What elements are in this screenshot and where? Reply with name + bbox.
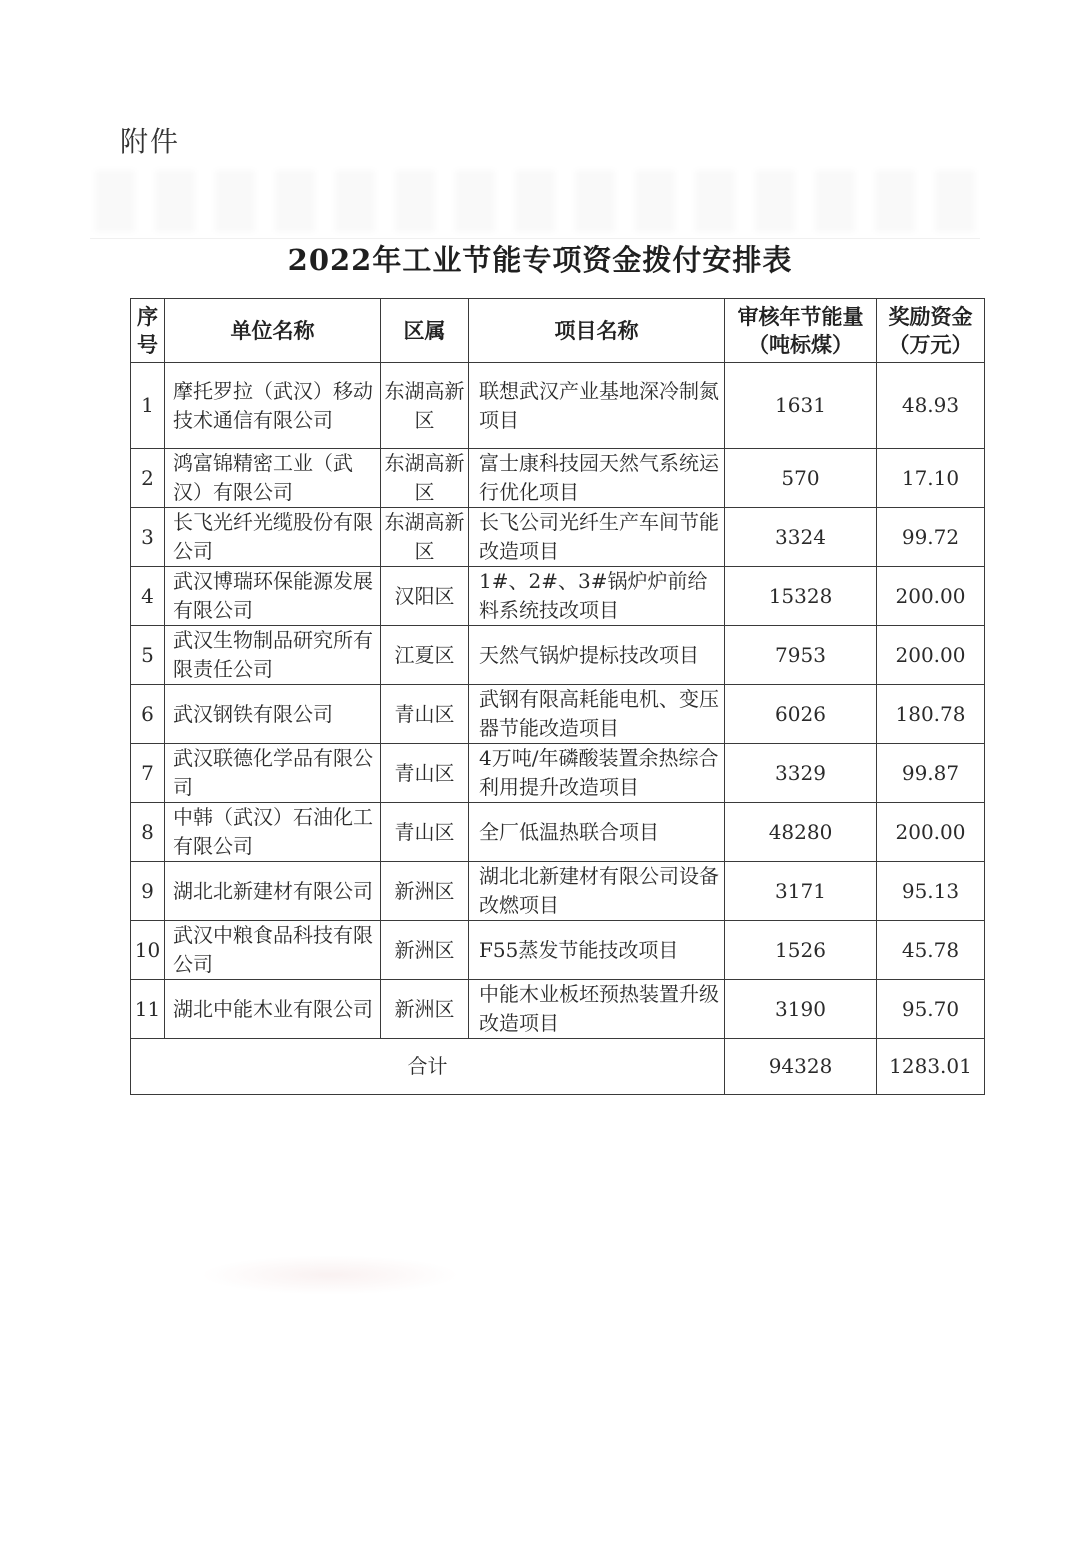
cell-project: 武钢有限高耗能电机、变压器节能改造项目	[469, 685, 725, 744]
cell-district: 新洲区	[381, 921, 469, 980]
cell-project: 全厂低温热联合项目	[469, 803, 725, 862]
cell-project: 富士康科技园天然气系统运行优化项目	[469, 449, 725, 508]
cell-saving: 48280	[725, 803, 877, 862]
cell-index: 2	[131, 449, 165, 508]
document-title: 2022年工业节能专项资金拨付安排表	[287, 243, 793, 277]
cell-funding: 45.78	[877, 921, 985, 980]
table-row	[131, 862, 985, 921]
cell-unit: 武汉钢铁有限公司	[165, 685, 381, 744]
cell-unit: 武汉生物制品研究所有限责任公司	[165, 626, 381, 685]
cell-unit: 鸿富锦精密工业（武汉）有限公司	[165, 449, 381, 508]
cell-index: 9	[131, 862, 165, 921]
bleed-through-band	[95, 170, 975, 232]
header-saving: 审核年节能量（吨标煤）	[725, 299, 877, 363]
header-unit: 单位名称	[165, 299, 381, 363]
cell-index: 4	[131, 567, 165, 626]
cell-funding: 180.78	[877, 685, 985, 744]
table-row	[131, 980, 985, 1039]
cell-district: 青山区	[381, 744, 469, 803]
cell-funding: 48.93	[877, 363, 985, 449]
cell-district: 新洲区	[381, 862, 469, 921]
table-row	[131, 921, 985, 980]
cell-index: 6	[131, 685, 165, 744]
table-header-row	[131, 299, 985, 363]
table-row	[131, 363, 985, 449]
total-label: 合计	[131, 1039, 725, 1095]
cell-index: 1	[131, 363, 165, 449]
cell-index: 10	[131, 921, 165, 980]
cell-project: 天然气锅炉提标技改项目	[469, 626, 725, 685]
cell-saving: 3329	[725, 744, 877, 803]
cell-funding: 95.13	[877, 862, 985, 921]
cell-index: 3	[131, 508, 165, 567]
header-district: 区属	[381, 299, 469, 363]
table-row	[131, 744, 985, 803]
cell-funding: 99.87	[877, 744, 985, 803]
cell-project: 联想武汉产业基地深冷制氮项目	[469, 363, 725, 449]
cell-saving: 1631	[725, 363, 877, 449]
cell-project: F55蒸发节能技改项目	[469, 921, 725, 980]
table-row	[131, 508, 985, 567]
cell-index: 5	[131, 626, 165, 685]
cell-project: 长飞公司光纤生产车间节能改造项目	[469, 508, 725, 567]
cell-index: 11	[131, 980, 165, 1039]
attachment-label: 附件	[120, 125, 181, 158]
header-index: 序号	[131, 299, 165, 363]
cell-unit: 湖北北新建材有限公司	[165, 862, 381, 921]
cell-funding: 99.72	[877, 508, 985, 567]
table-row	[131, 626, 985, 685]
funding-allocation-table	[130, 298, 985, 1095]
table-row	[131, 567, 985, 626]
header-project: 项目名称	[469, 299, 725, 363]
cell-saving: 7953	[725, 626, 877, 685]
table-row	[131, 803, 985, 862]
faint-stamp-smudge	[200, 1255, 460, 1295]
cell-district: 青山区	[381, 685, 469, 744]
cell-district: 东湖高新区	[381, 508, 469, 567]
cell-unit: 长飞光纤光缆股份有限公司	[165, 508, 381, 567]
cell-unit: 湖北中能木业有限公司	[165, 980, 381, 1039]
cell-unit: 武汉中粮食品科技有限公司	[165, 921, 381, 980]
cell-saving: 3324	[725, 508, 877, 567]
cell-district: 青山区	[381, 803, 469, 862]
total-funding: 1283.01	[877, 1039, 985, 1095]
cell-saving: 15328	[725, 567, 877, 626]
cell-saving: 6026	[725, 685, 877, 744]
cell-saving: 3190	[725, 980, 877, 1039]
cell-funding: 200.00	[877, 626, 985, 685]
header-funding: 奖励资金（万元）	[877, 299, 985, 363]
cell-funding: 200.00	[877, 803, 985, 862]
cell-index: 7	[131, 744, 165, 803]
cell-district: 东湖高新区	[381, 363, 469, 449]
table-total-row	[131, 1039, 985, 1095]
cell-project: 4万吨/年磷酸装置余热综合利用提升改造项目	[469, 744, 725, 803]
cell-unit: 中韩（武汉）石油化工有限公司	[165, 803, 381, 862]
cell-project: 湖北北新建材有限公司设备改燃项目	[469, 862, 725, 921]
cell-funding: 95.70	[877, 980, 985, 1039]
cell-saving: 3171	[725, 862, 877, 921]
cell-district: 东湖高新区	[381, 449, 469, 508]
cell-saving: 1526	[725, 921, 877, 980]
cell-unit: 摩托罗拉（武汉）移动技术通信有限公司	[165, 363, 381, 449]
cell-unit: 武汉联德化学品有限公司	[165, 744, 381, 803]
cell-project: 1#、2#、3#锅炉炉前给料系统技改项目	[469, 567, 725, 626]
cell-saving: 570	[725, 449, 877, 508]
table-row	[131, 449, 985, 508]
total-saving: 94328	[725, 1039, 877, 1095]
table-row	[131, 685, 985, 744]
cell-district: 汉阳区	[381, 567, 469, 626]
cell-project: 中能木业板坯预热装置升级改造项目	[469, 980, 725, 1039]
cell-funding: 17.10	[877, 449, 985, 508]
cell-unit: 武汉博瑞环保能源发展有限公司	[165, 567, 381, 626]
cell-index: 8	[131, 803, 165, 862]
cell-district: 新洲区	[381, 980, 469, 1039]
cell-district: 江夏区	[381, 626, 469, 685]
cell-funding: 200.00	[877, 567, 985, 626]
